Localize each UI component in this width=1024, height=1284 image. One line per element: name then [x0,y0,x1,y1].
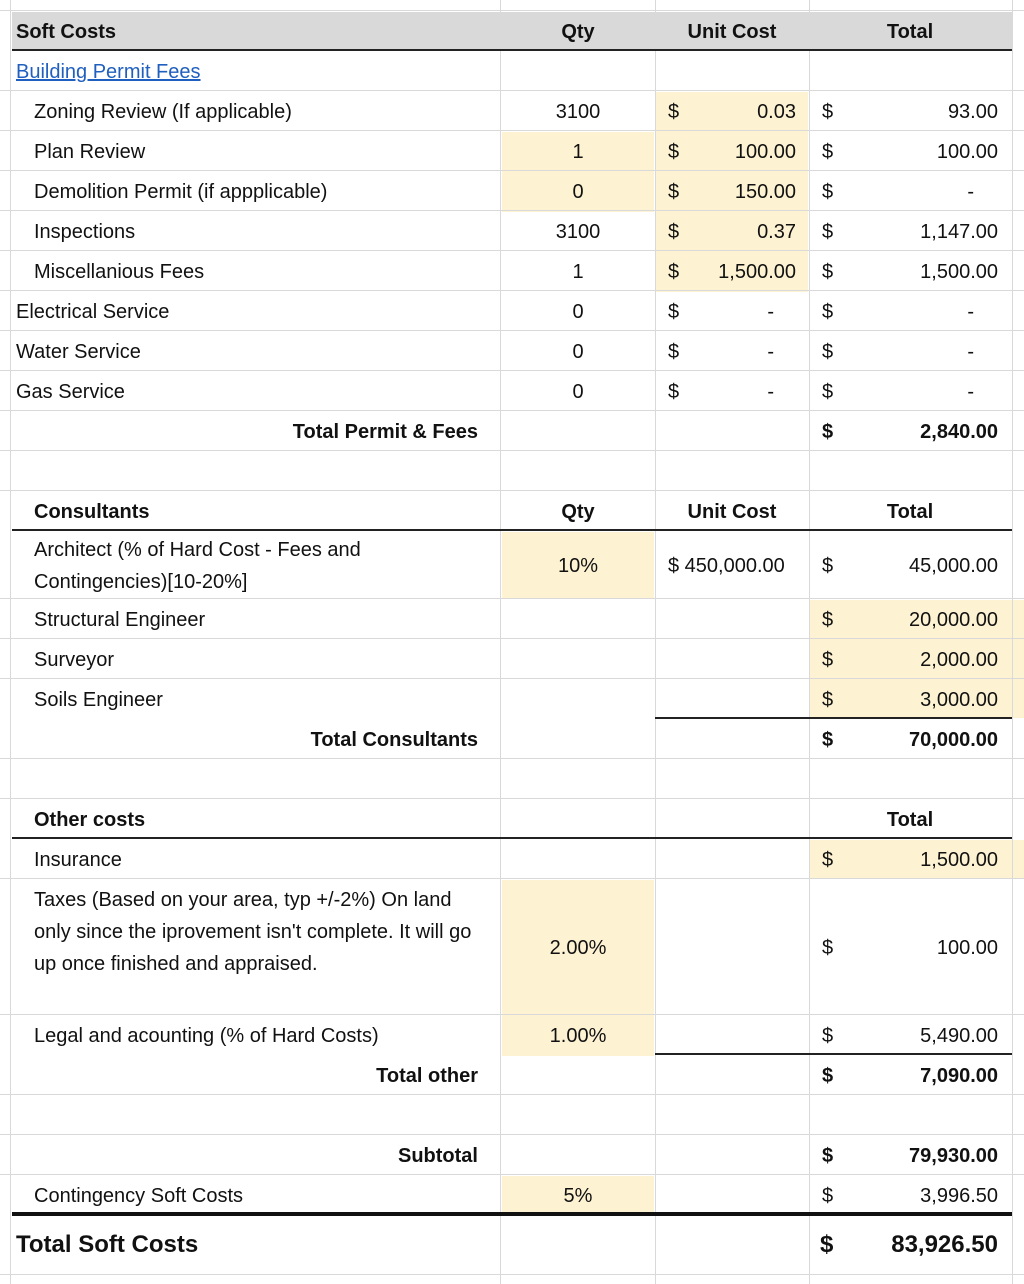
header-title: Soft Costs [16,21,116,43]
row-label: Structural Engineer [34,609,206,631]
gridline [0,1094,1024,1095]
row-unit-cost: 0.03 [757,101,796,123]
row-label: Electrical Service [16,301,170,323]
row-total: 1,500.00 [920,261,998,283]
contingency-label: Contingency Soft Costs [34,1185,243,1207]
gridline [0,450,1024,451]
consultants-sum-border [655,717,1012,719]
subtotal-symbol: $ [822,1145,834,1167]
row-total-symbol: $ [822,609,834,631]
consultants-total-value: 70,000.00 [909,729,998,751]
row-total: - [967,381,974,403]
gridline [10,0,11,1284]
row-total-symbol: $ [822,689,834,711]
row-unit-symbol: $ [668,341,680,363]
consultants-total-symbol: $ [822,729,834,751]
gridline [0,758,1024,759]
other-total-value: 7,090.00 [920,1065,998,1087]
row-unit-cost: 1,500.00 [718,261,796,283]
gridline [0,1274,1024,1275]
other-header-border [12,837,1012,839]
gridline [0,290,1024,291]
row-unit-symbol: $ [668,221,680,243]
grand-total-symbol: $ [820,1231,834,1258]
grand-total-label: Total Soft Costs [16,1231,199,1258]
taxes-total-symbol: $ [822,937,834,959]
row-total-symbol: $ [822,221,834,243]
gridline [0,370,1024,371]
row-total-symbol: $ [822,301,834,323]
row-qty: 0 [572,301,584,323]
row-qty: 1 [572,141,584,163]
gridline [0,1174,1024,1175]
header-total: Total [886,21,934,43]
consultants-total-label: Total Consultants [310,729,478,751]
architect-unit-cost: $ 450,000.00 [668,555,785,577]
row-unit-cost: 0.37 [757,221,796,243]
row-total: 2,000.00 [920,649,998,671]
row-label: Gas Service [16,381,125,403]
insurance-total-symbol: $ [822,849,834,871]
grand-total-border [12,1212,1012,1216]
header-qty: Qty [561,21,595,43]
other-title: Other costs [34,809,146,831]
row-qty: 3100 [555,221,601,243]
row-total: 93.00 [947,101,998,123]
row-unit-cost: 100.00 [734,141,796,163]
consultants-qty-header: Qty [561,501,595,523]
row-total: 3,000.00 [920,689,998,711]
consultants-header-border [12,529,1012,531]
permits-total-label: Total Permit & Fees [292,421,478,443]
row-total-symbol: $ [822,381,834,403]
row-total: - [967,301,974,323]
row-label: Soils Engineer [34,689,163,711]
row-total: 1,147.00 [920,221,998,243]
gridline [655,0,656,1284]
gridline [1012,0,1013,1284]
gridline [0,170,1024,171]
legal-total: 5,490.00 [920,1025,998,1047]
row-total-symbol: $ [822,181,834,203]
grand-total-value: 83,926.50 [891,1231,998,1258]
gridline [0,1014,1024,1015]
gridline [0,638,1024,639]
consultants-title: Consultants [34,501,150,523]
row-total-symbol: $ [822,141,834,163]
row-unit-symbol: $ [668,141,680,163]
gridline [500,0,501,1284]
contingency-qty: 5% [563,1185,593,1207]
row-label: Miscellanious Fees [34,261,205,283]
gridline [0,490,1024,491]
other-total-symbol: $ [822,1065,834,1087]
header-bottom-border [12,49,1012,51]
row-unit-symbol: $ [668,301,680,323]
contingency-symbol: $ [822,1185,834,1207]
other-total-header: Total [886,809,934,831]
row-unit-cost: 150.00 [734,181,796,203]
architect-total-symbol: $ [822,555,834,577]
row-unit-cost: - [767,301,774,323]
gridline [0,678,1024,679]
insurance-total: 1,500.00 [920,849,998,871]
row-unit-symbol: $ [668,101,680,123]
other-sum-border [655,1053,1012,1055]
contingency-value: 3,996.50 [920,1185,998,1207]
gridline [0,90,1024,91]
row-label: Inspections [34,221,136,243]
legal-qty: 1.00% [549,1025,607,1047]
gridline [0,210,1024,211]
gridline [809,0,810,1284]
permits-total-value: 2,840.00 [920,421,998,443]
building-permit-fees-link[interactable]: Building Permit Fees [16,61,201,83]
row-label: Zoning Review (If applicable) [34,101,292,123]
row-label: Water Service [16,341,141,363]
legal-total-symbol: $ [822,1025,834,1047]
gridline [0,130,1024,131]
row-total-symbol: $ [822,341,834,363]
subtotal-label: Subtotal [398,1145,478,1167]
taxes-qty: 2.00% [549,937,607,959]
gridline [0,410,1024,411]
gridline [0,878,1024,879]
row-unit-symbol: $ [668,261,680,283]
row-unit-symbol: $ [668,181,680,203]
legal-label: Legal and acounting (% of Hard Costs) [34,1025,379,1047]
taxes-label: Taxes (Based on your area, typ +/-2%) On land only since the iprovement isn't complete. It will go up once finished and appraised. [34,889,472,975]
consultants-unit-cost-header: Unit Cost [687,501,777,523]
other-total-label: Total other [376,1065,478,1087]
row-total-symbol: $ [822,261,834,283]
gridline [0,598,1024,599]
permits-total-symbol: $ [822,421,834,443]
row-total-symbol: $ [822,649,834,671]
row-label: Demolition Permit (if appplicable) [34,181,328,203]
gridline [0,250,1024,251]
row-label: Surveyor [34,649,115,671]
row-qty: 0 [572,341,584,363]
row-qty: 0 [572,381,584,403]
row-total: - [967,341,974,363]
row-unit-cost: - [767,341,774,363]
subtotal-value: 79,930.00 [909,1145,998,1167]
gridline [0,10,1024,11]
row-unit-symbol: $ [668,381,680,403]
consultants-total-header: Total [886,501,934,523]
row-qty: 0 [572,181,584,203]
header-unit-cost: Unit Cost [687,21,777,43]
insurance-label: Insurance [34,849,122,871]
gridline [0,330,1024,331]
row-total: 20,000.00 [909,609,998,631]
architect-qty: 10% [557,555,599,577]
architect-total: 45,000.00 [909,555,998,577]
row-qty: 3100 [555,101,601,123]
taxes-total: 100.00 [936,937,998,959]
gridline [0,1134,1024,1135]
row-label: Plan Review [34,141,146,163]
architect-label: Architect (% of Hard Cost - Fees and Contingencies)[10-20%] [34,539,361,593]
row-total-symbol: $ [822,101,834,123]
row-total: - [967,181,974,203]
row-unit-cost: - [767,381,774,403]
gridline [0,798,1024,799]
row-total: 100.00 [936,141,998,163]
row-qty: 1 [572,261,584,283]
